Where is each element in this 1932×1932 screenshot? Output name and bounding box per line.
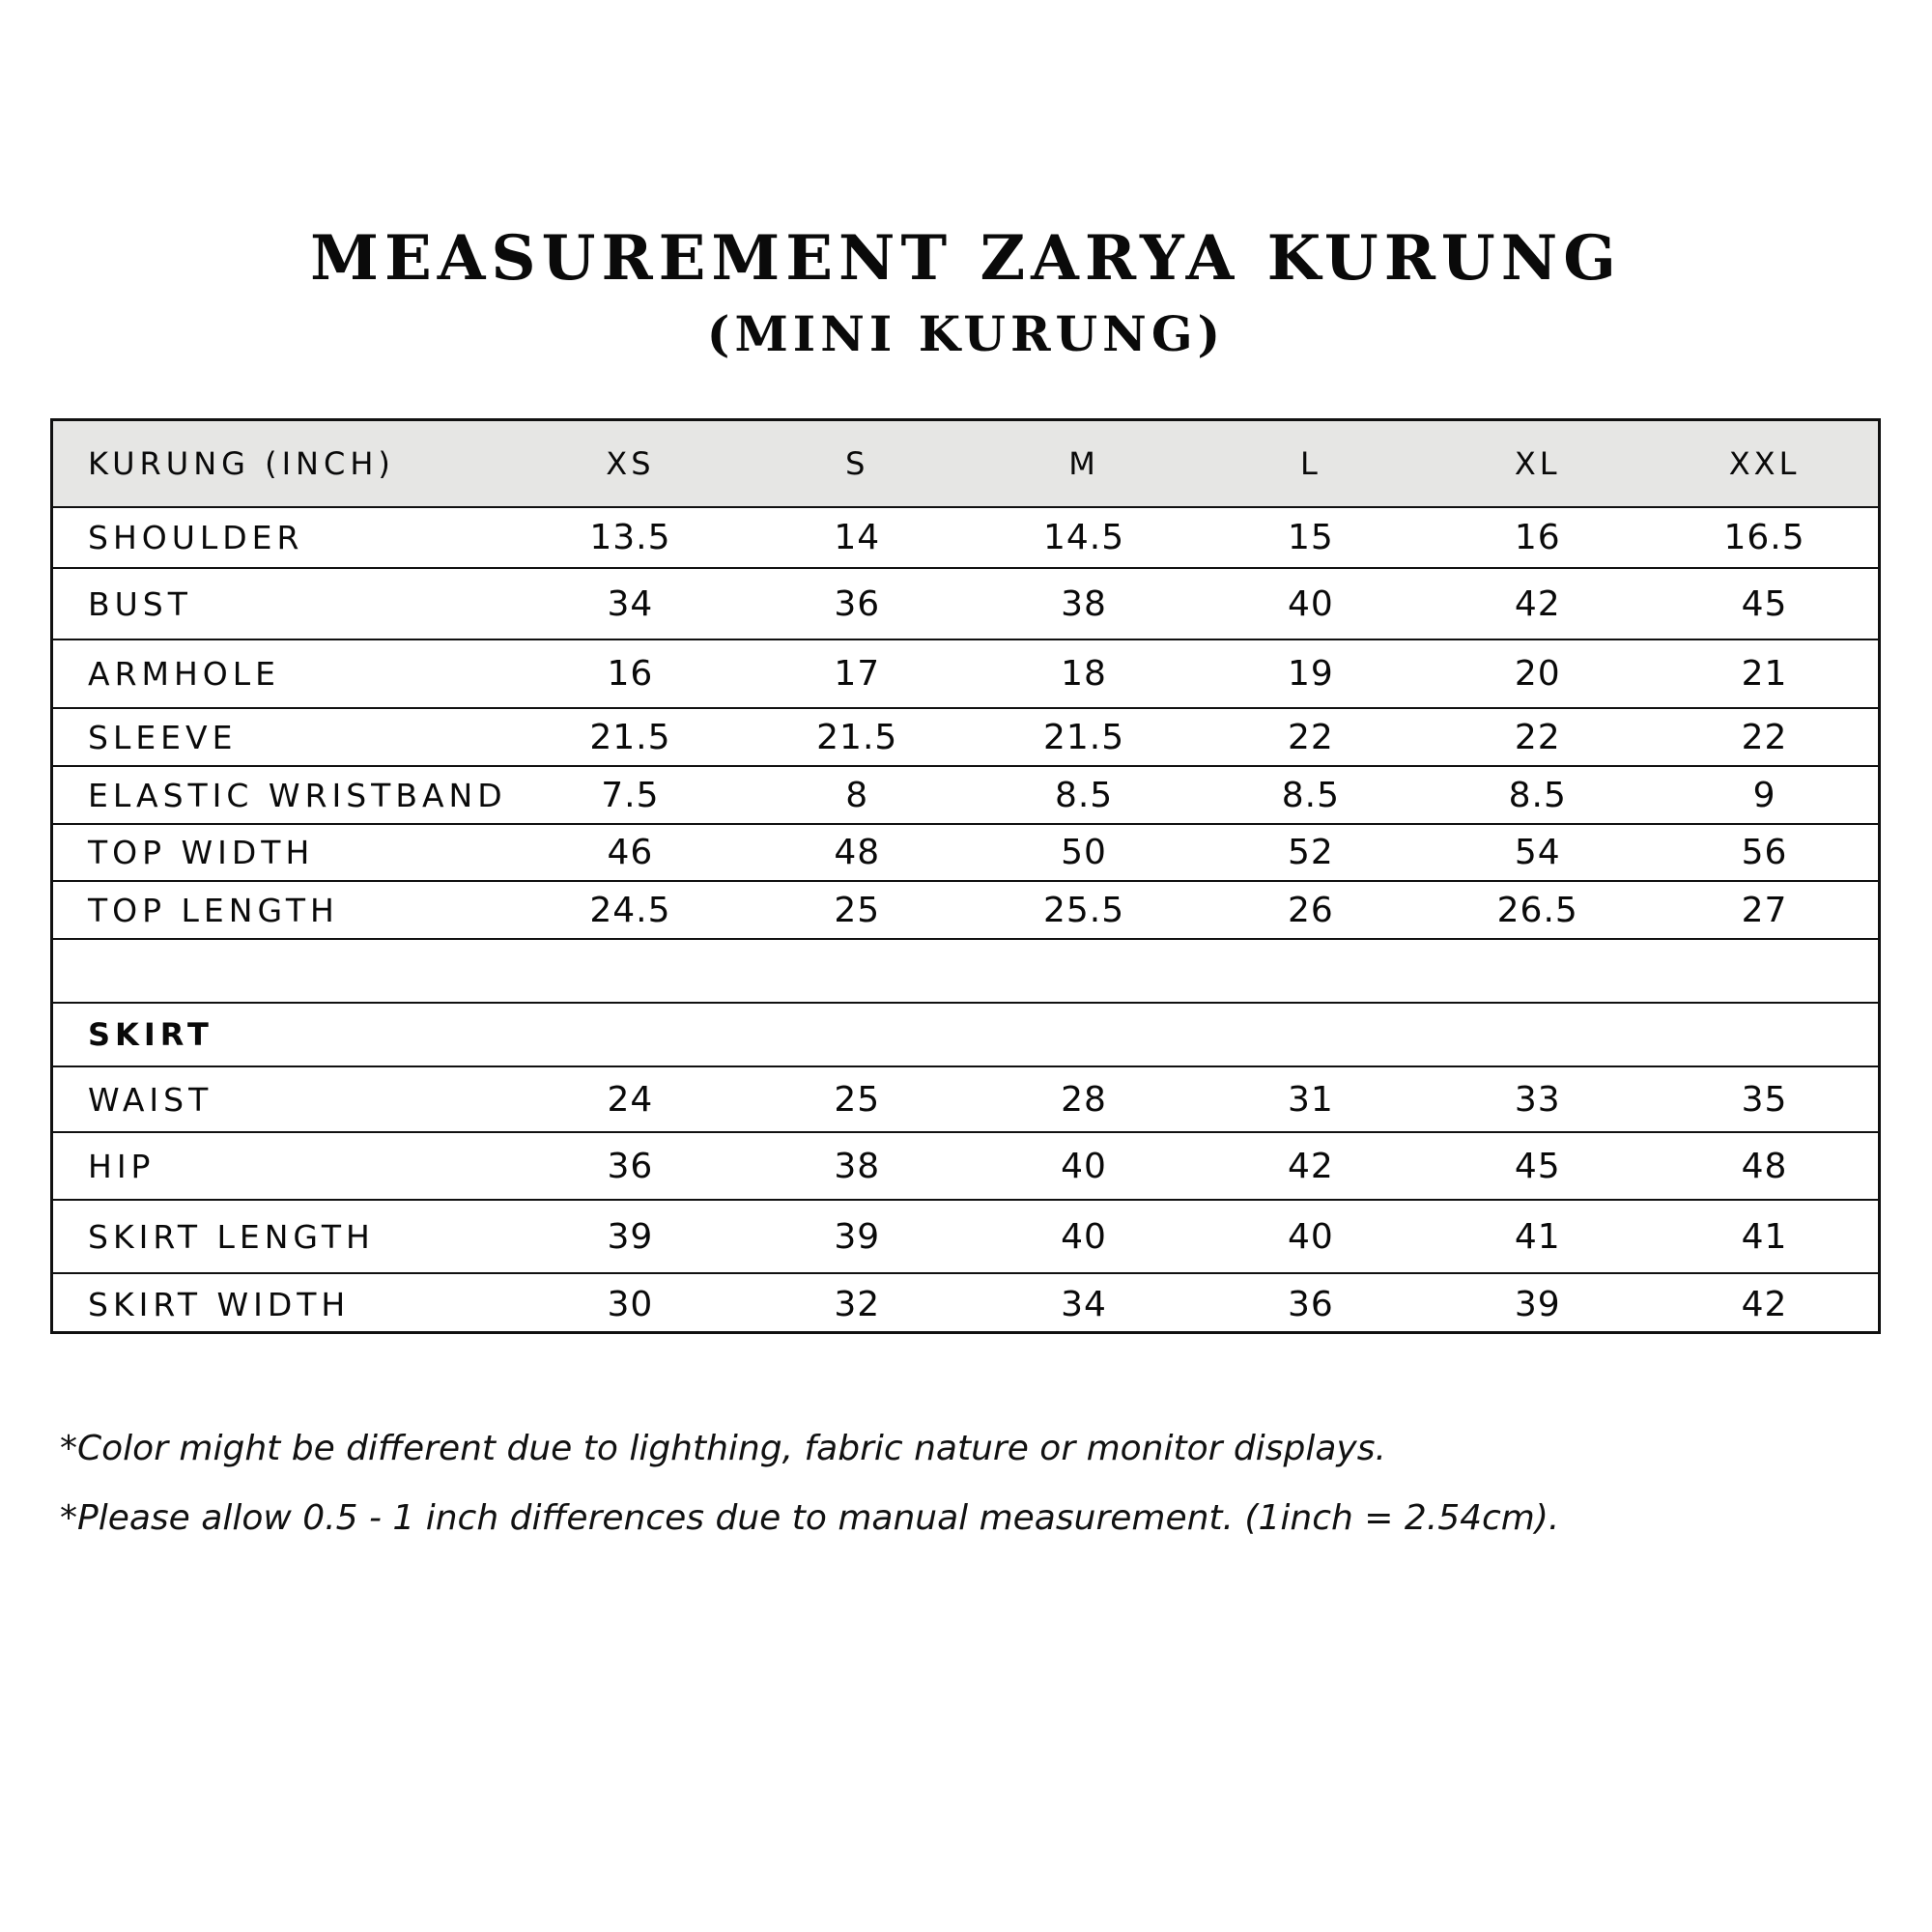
table-cell: 16 xyxy=(517,639,744,708)
table-row xyxy=(53,507,1878,568)
table-row xyxy=(53,881,1878,939)
row-label: ARMHOLE xyxy=(53,639,517,708)
row-label: SHOULDER xyxy=(53,507,517,568)
table-row xyxy=(53,766,1878,824)
table-row xyxy=(53,1273,1878,1335)
table-cell: 39 xyxy=(517,1200,744,1273)
notes xyxy=(60,1428,1559,1567)
table-cell: 21.5 xyxy=(971,708,1198,766)
table-cell: 22 xyxy=(1197,708,1424,766)
table-cell: 26 xyxy=(1197,881,1424,939)
row-label: WAIST xyxy=(53,1066,517,1132)
row-label: HIP xyxy=(53,1132,517,1200)
table-cell: 30 xyxy=(607,1285,654,1324)
table-cell: 36 xyxy=(744,568,971,639)
row-label: SKIRT WIDTH xyxy=(88,1286,351,1323)
table-cell: 15 xyxy=(1197,507,1424,568)
table-cell: 39 xyxy=(744,1200,971,1273)
page-title: MEASUREMENT ZARYA KURUNG xyxy=(310,222,1622,295)
table-cell: 22 xyxy=(1651,708,1878,766)
measurement-table xyxy=(50,418,1881,1334)
table-cell: 8.5 xyxy=(971,766,1198,824)
table-cell: 20 xyxy=(1424,639,1651,708)
header-size-xl: XL xyxy=(1424,421,1651,507)
row-label: TOP LENGTH xyxy=(53,881,517,939)
table-cell: 25 xyxy=(744,1066,971,1132)
table-cell: 16 xyxy=(1424,507,1651,568)
page-subtitle: (MINI KURUNG) xyxy=(706,305,1226,362)
table-cell: 52 xyxy=(1197,824,1424,881)
table-cell: 28 xyxy=(971,1066,1198,1132)
table-cell: 38 xyxy=(971,568,1198,639)
table-cell: 48 xyxy=(1651,1132,1878,1200)
table-header-row xyxy=(53,421,1878,507)
header-size-s: S xyxy=(744,421,971,507)
table-row xyxy=(53,568,1878,639)
table-cell: 7.5 xyxy=(517,766,744,824)
table-cell: 25 xyxy=(744,881,971,939)
table-cell: 14 xyxy=(744,507,971,568)
table-cell: 24 xyxy=(517,1066,744,1132)
table-cell: 13.5 xyxy=(517,507,744,568)
table-cell: 40 xyxy=(1197,568,1424,639)
table-cell: 18 xyxy=(971,639,1198,708)
table-row xyxy=(53,1200,1878,1273)
skirt-section-label: SKIRT xyxy=(53,1003,1878,1066)
header-label: KURUNG (INCH) xyxy=(53,421,517,507)
row-label: SKIRT LENGTH xyxy=(53,1200,517,1273)
table-cell: 56 xyxy=(1651,824,1878,881)
table-cell: 36 xyxy=(1287,1285,1334,1324)
header-size-xxl: XXL xyxy=(1651,421,1878,507)
table-cell: 26.5 xyxy=(1424,881,1651,939)
table-cell: 8.5 xyxy=(1424,766,1651,824)
table-cell: 48 xyxy=(744,824,971,881)
table-cell: 50 xyxy=(971,824,1198,881)
table-cell: 33 xyxy=(1424,1066,1651,1132)
table-cell: 45 xyxy=(1651,568,1878,639)
header-size-xs: XS xyxy=(517,421,744,507)
table-cell: 16.5 xyxy=(1651,507,1878,568)
table-cell: 17 xyxy=(744,639,971,708)
table-row xyxy=(53,708,1878,766)
row-label: TOP WIDTH xyxy=(53,824,517,881)
table-cell: 24.5 xyxy=(517,881,744,939)
row-label: ELASTIC WRISTBAND xyxy=(53,766,517,824)
table-cell: 41 xyxy=(1424,1200,1651,1273)
table-cell: 36 xyxy=(517,1132,744,1200)
table-row xyxy=(53,824,1878,881)
table-cell: 34 xyxy=(517,568,744,639)
table-cell: 41 xyxy=(1651,1200,1878,1273)
section-row xyxy=(53,1003,1878,1066)
table-cell: 31 xyxy=(1197,1066,1424,1132)
table-cell: 25.5 xyxy=(971,881,1198,939)
table-row xyxy=(53,1132,1878,1200)
table-cell: 19 xyxy=(1197,639,1424,708)
table-row xyxy=(53,1066,1878,1132)
table-cell: 45 xyxy=(1424,1132,1651,1200)
header-size-m: M xyxy=(971,421,1198,507)
table-cell: 34 xyxy=(1061,1285,1107,1324)
table-cell: 21.5 xyxy=(744,708,971,766)
table-cell: 42 xyxy=(1197,1132,1424,1200)
table-cell: 42 xyxy=(1424,568,1651,639)
table-cell: 21 xyxy=(1651,639,1878,708)
table-cell: 21.5 xyxy=(517,708,744,766)
table-cell: 8 xyxy=(744,766,971,824)
note-measurement-disclaimer: *Please allow 0.5 - 1 inch differences due to manual measurement. (1inch = 2.54cm). xyxy=(60,1498,1560,1538)
header-size-l: L xyxy=(1197,421,1424,507)
table-cell: 39 xyxy=(1514,1285,1561,1324)
spacer-cell xyxy=(53,939,1878,1003)
table-cell: 38 xyxy=(744,1132,971,1200)
row-label: SLEEVE xyxy=(53,708,517,766)
table-cell: 46 xyxy=(517,824,744,881)
row-label: BUST xyxy=(53,568,517,639)
table-cell: 35 xyxy=(1651,1066,1878,1132)
table-cell: 32 xyxy=(834,1285,881,1324)
table-cell: 54 xyxy=(1424,824,1651,881)
table-cell: 8.5 xyxy=(1197,766,1424,824)
table-cell: 40 xyxy=(1197,1200,1424,1273)
table-cell: 9 xyxy=(1651,766,1878,824)
table-cell: 40 xyxy=(971,1132,1198,1200)
table-cell: 14.5 xyxy=(971,507,1198,568)
table-cell: 27 xyxy=(1651,881,1878,939)
spacer-row xyxy=(53,939,1878,1003)
table-row xyxy=(53,639,1878,708)
table-cell: 22 xyxy=(1424,708,1651,766)
table-cell: 42 xyxy=(1741,1285,1788,1324)
note-color-disclaimer: *Color might be different due to lighthing, fabric nature or monitor displays. xyxy=(60,1429,1386,1468)
table-cell: 40 xyxy=(971,1200,1198,1273)
